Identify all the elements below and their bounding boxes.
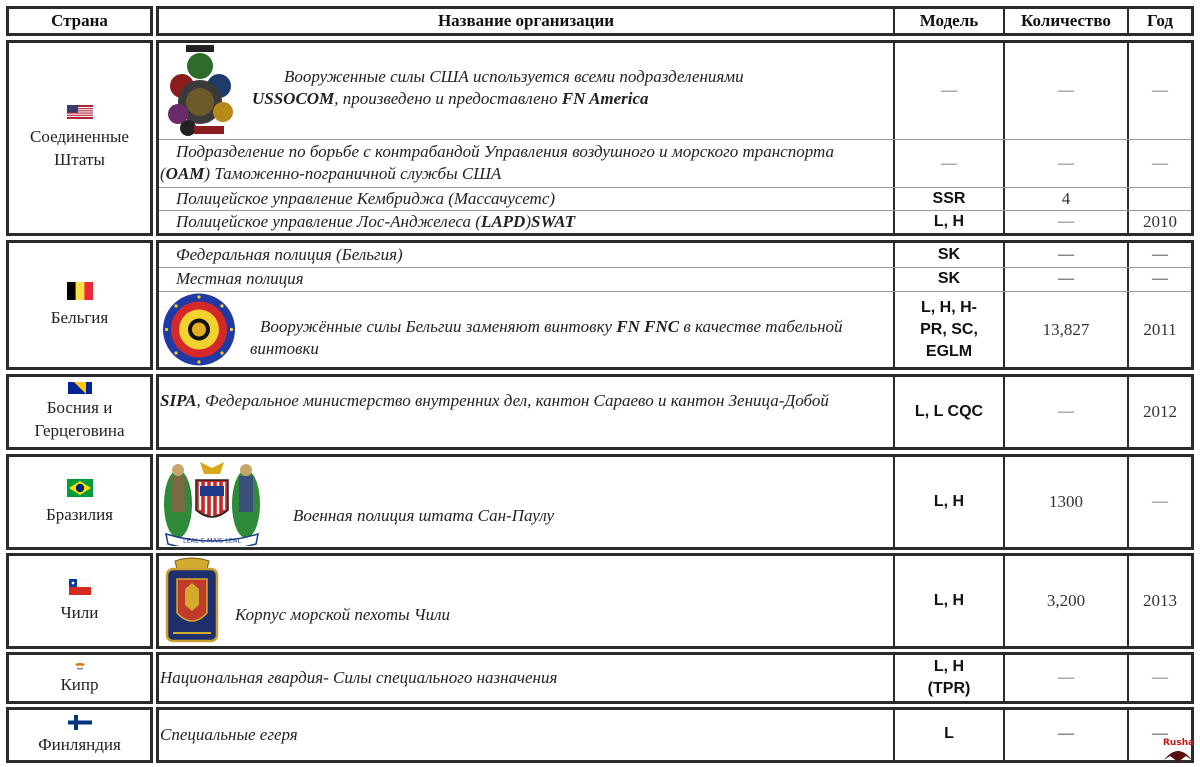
usa-r2-model: —	[941, 154, 957, 172]
usa-org-cambridge	[176, 188, 555, 210]
usa-org-lapd-abbr[interactable]: LAPD	[480, 212, 526, 231]
usa-org-fn-america[interactable]: FN America	[561, 89, 649, 108]
usa-r1-year: —	[1152, 82, 1168, 99]
bosnia-quantity: —	[1058, 403, 1074, 420]
header-year-label: Год	[1147, 11, 1173, 30]
usa-org-text: используется всеми подразделениями	[468, 67, 744, 86]
header-divider	[1003, 9, 1005, 33]
cyprus-org	[160, 667, 557, 689]
usa-r2-year: —	[1152, 154, 1168, 172]
brazil-org	[293, 505, 554, 527]
usa-org-ussocom[interactable]: USSOCOM	[252, 89, 335, 108]
usa-org-oam	[160, 141, 880, 185]
chile-country-name: Чили	[60, 602, 99, 622]
belgium-r3-model	[895, 292, 1003, 367]
brazil-country-name: Бразилия	[45, 504, 114, 524]
usa-org-text: , произведено и предоставлено	[334, 89, 562, 108]
belgium-org-local-police-link[interactable]: Местная полиция	[176, 269, 304, 288]
usa-org-cambridge-text[interactable]: Полицейское управление Кембриджа (Массачусетс)	[176, 189, 556, 208]
belgium-r3-model-line: PR, SC,	[920, 320, 978, 338]
belgium-r3-model-line: L, H, H-	[921, 298, 977, 316]
chile-year: 2013	[1143, 591, 1177, 610]
belgium-org-armed-forces-link[interactable]: Вооружённые силы Бельгии	[260, 317, 462, 336]
usa-r4-quantity: —	[1058, 213, 1074, 230]
bosnia-flag-icon	[68, 382, 92, 394]
bosnia-org-sipa-link[interactable]: SIPA	[160, 391, 197, 410]
usa-country-name-line1: Соединенные	[30, 127, 129, 146]
belgium-r1-year: —	[1152, 246, 1168, 263]
bosnia-country-name-line1: Босния и	[46, 398, 113, 417]
cyprus-quantity: —	[1058, 669, 1074, 686]
brazil-country-cell	[9, 457, 150, 547]
cyprus-country-name: Кипр	[60, 675, 99, 694]
cyprus-org-national-guard-link[interactable]: Национальная гвардия	[160, 668, 324, 687]
chile-quantity: 3,200	[1046, 591, 1086, 610]
us-flag-icon	[67, 105, 93, 119]
belgium-country-name: Бельгия	[50, 307, 109, 327]
finland-org-link[interactable]: Специальные егеря	[160, 725, 298, 744]
cyprus-flag-icon	[70, 660, 90, 672]
chile-model: L, H	[933, 592, 965, 609]
header-organization	[159, 9, 893, 33]
usa-org-oam-abbr[interactable]: OAM	[165, 164, 205, 183]
bosnia-country-name-line2: Герцеговина	[34, 421, 125, 440]
cyprus-model-line: L, H	[933, 658, 965, 675]
belgium-r2-year: —	[1152, 270, 1168, 287]
usa-org-armed-forces	[252, 66, 872, 110]
cyprus-country-cell	[9, 655, 150, 701]
sao-paulo-coat-of-arms-icon	[160, 458, 264, 546]
finland-country-cell	[9, 710, 150, 760]
brazil-emblem-ribbon-text: LEAL E MAIS LEAL	[183, 536, 241, 545]
cyprus-year: —	[1152, 669, 1168, 686]
watermark-text: Rusha	[1163, 738, 1195, 748]
usa-org-oam-text: Подразделение по борьбе с контрабандой Управления воздушного и морского транспорта (	[160, 142, 834, 183]
usa-org-lapd	[176, 211, 575, 233]
header-model-label: Модель	[919, 11, 979, 30]
belgium-org-text: в качестве	[679, 317, 766, 336]
cyprus-org-special-forces[interactable]: - Силы специального назначения	[323, 668, 558, 687]
header-model	[895, 9, 1003, 33]
belgium-r1-quantity: —	[1058, 246, 1074, 263]
usa-r2-quantity: —	[1058, 154, 1074, 172]
belgium-flag-icon	[67, 282, 93, 300]
brazil-model: L, H	[933, 493, 965, 510]
brazil-quantity: 1300	[1049, 492, 1083, 511]
header-divider	[893, 9, 895, 33]
finland-quantity: —	[1058, 725, 1074, 742]
finland-year: —	[1152, 725, 1168, 742]
belgium-r2-quantity: —	[1058, 270, 1074, 287]
usa-org-lapd-text[interactable]: Полицейское управление Лос-Анджелеса (	[176, 212, 481, 231]
belgium-r3-model-line: EGLM	[925, 342, 973, 360]
usa-org-lapd-text: )	[525, 212, 531, 231]
chile-org	[235, 604, 450, 626]
header-divider	[1127, 9, 1129, 33]
header-year	[1129, 9, 1191, 33]
usa-r4-model: L, H	[933, 213, 965, 230]
chilean-marine-corps-emblem-icon	[163, 557, 221, 644]
belgium-org-service-rifle[interactable]: табельной винтовки	[250, 317, 843, 358]
chile-org-link[interactable]: Корпус морской пехоты Чили	[235, 605, 451, 624]
usa-org-oam-text: ) Таможенно-пограничной службы США	[204, 164, 502, 183]
header-organization-label: Название организации	[437, 11, 615, 30]
usa-r1-model: —	[941, 82, 957, 99]
belgium-r3-quantity: 13,827	[1042, 319, 1090, 339]
finland-org	[160, 724, 298, 746]
belgium-org-fn-fnc[interactable]: FN FNC	[616, 317, 680, 336]
belgium-r3-year: 2011	[1143, 319, 1177, 339]
usa-r1-quantity: —	[1058, 82, 1074, 99]
usa-country-cell	[9, 43, 150, 233]
header-country	[6, 6, 153, 36]
usa-country-name-line2: Штаты	[54, 150, 105, 169]
usa-r3-year	[1129, 188, 1191, 210]
usa-org-swat[interactable]: SWAT	[531, 212, 576, 231]
watermark	[1160, 738, 1196, 764]
belgium-r2-model: SK	[937, 270, 961, 287]
usa-r4-year: 2010	[1143, 212, 1177, 231]
ussocom-emblem-icon	[166, 44, 234, 138]
finland-model: L	[944, 725, 954, 742]
header-quantity-label: Количество	[1021, 11, 1111, 30]
bosnia-org-text: , Федеральное министерство внутренних дел, кантон Сараево и кантон Зеница-Добой	[196, 391, 829, 410]
belgium-org-federal-police	[176, 244, 403, 266]
usa-org-armed-forces-link[interactable]: Вооруженные силы США	[284, 67, 469, 86]
belgium-org-text: заменяют винтовку	[461, 317, 617, 336]
belgian-armed-forces-emblem-icon	[162, 293, 236, 366]
bosnia-org-sipa	[160, 390, 880, 412]
usa-r3-model: SSR	[932, 190, 966, 207]
chile-country-cell	[9, 556, 150, 646]
belgium-r1-model: SK	[937, 246, 961, 263]
brazil-org-link[interactable]: Военная полиция штата Сан-Паулу	[293, 506, 555, 525]
belgium-country-cell	[9, 243, 150, 367]
finland-country-name: Финляндия	[38, 734, 121, 754]
bosnia-country-cell	[9, 377, 150, 447]
cyprus-model-line: (TPR)	[927, 680, 971, 697]
brazil-year: —	[1152, 493, 1168, 510]
belgium-org-armed-forces	[250, 316, 870, 360]
belgium-org-local-police	[176, 268, 304, 290]
bosnia-model: L, L CQC	[914, 403, 984, 420]
chile-flag-icon	[69, 579, 91, 595]
cyprus-model	[895, 655, 1003, 701]
finland-flag-icon	[68, 715, 92, 730]
header-country-label: Страна	[51, 11, 108, 30]
brazil-flag-icon	[67, 479, 93, 497]
header-quantity	[1005, 9, 1127, 33]
bosnia-year: 2012	[1143, 402, 1177, 421]
belgium-org-federal-police-link[interactable]: Федеральная полиция (Бельгия)	[176, 245, 403, 264]
usa-r3-quantity: 4	[1061, 189, 1071, 208]
